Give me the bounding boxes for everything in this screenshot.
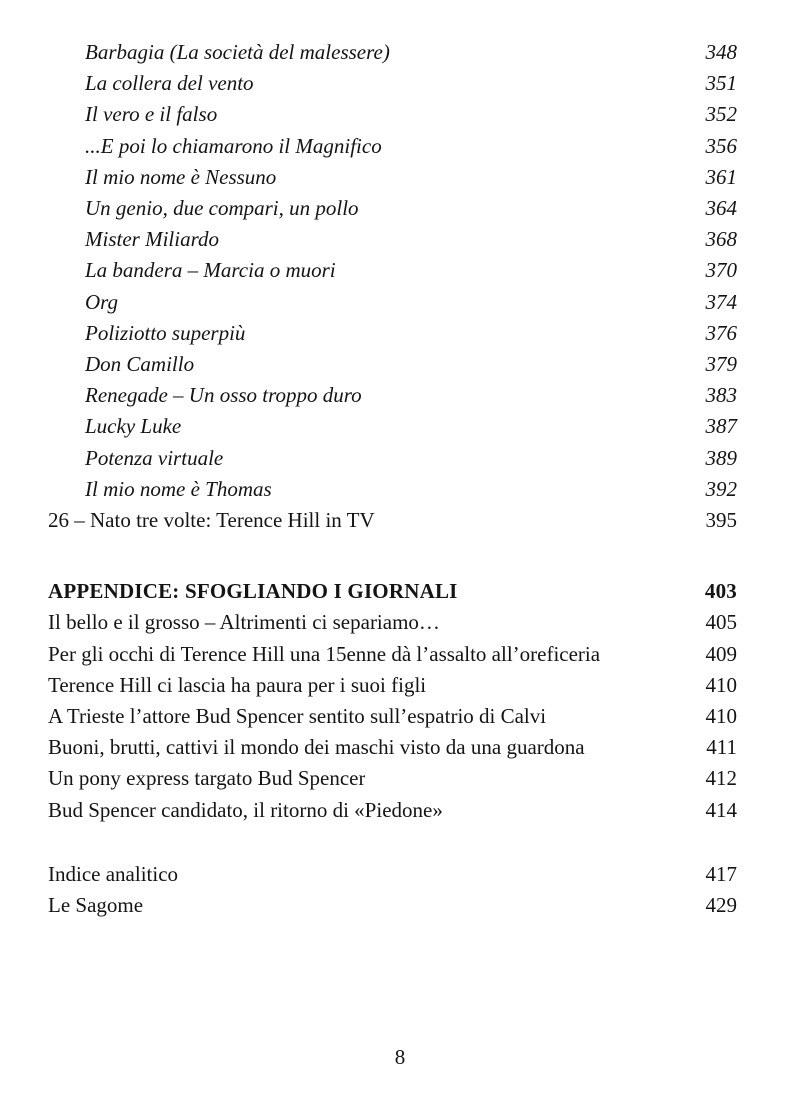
- toc-entry-page-number: 409: [705, 641, 737, 666]
- toc-entry-page-number: 395: [705, 508, 737, 533]
- toc-section-index-list: [48, 859, 737, 921]
- toc-entry-page-number: 361: [705, 164, 737, 189]
- toc-entry-page-number: 412: [705, 766, 737, 791]
- toc-entry-title: ...E poi lo chiamarono il Magnifico: [85, 133, 382, 158]
- toc-entry-page-number: 364: [705, 196, 737, 221]
- toc-entry-title: Per gli occhi di Terence Hill una 15enne dà l’assalto all’oreficeria: [48, 641, 601, 666]
- toc-entry: [48, 287, 737, 318]
- toc-entry-title: Il vero e il falso: [85, 102, 218, 127]
- toc-section-appendix-list: [48, 576, 737, 826]
- toc-entry: [48, 859, 737, 890]
- page-number: 8: [394, 1045, 406, 1069]
- toc-entry-page-number: 356: [705, 133, 737, 158]
- toc-entry-title: Potenza virtuale: [85, 445, 224, 470]
- toc-entry-page-number: 370: [705, 258, 737, 283]
- toc-section-chapter-list: [48, 37, 737, 536]
- toc-entry-page-number: 376: [705, 320, 737, 345]
- toc-entry-page-number: 389: [705, 445, 737, 470]
- toc-entry: [48, 763, 737, 794]
- toc-entry-title: Renegade – Un osso troppo duro: [85, 383, 362, 408]
- toc-entry: [48, 505, 737, 536]
- toc-entry: [48, 607, 737, 638]
- toc-entry-title: Barbagia (La società del malessere): [85, 40, 390, 64]
- toc-entry: [48, 37, 737, 68]
- toc-entry-title: A Trieste l’attore Bud Spencer sentito sull’espatrio di Calvi: [48, 704, 547, 729]
- toc-entry-page-number: 429: [705, 893, 737, 918]
- toc-entry: [48, 349, 737, 380]
- toc-entry-page-number: 403: [704, 579, 737, 604]
- toc-entry: [48, 193, 737, 224]
- toc-entry-title: Un genio, due compari, un pollo: [85, 196, 359, 221]
- toc-entry: [48, 68, 737, 99]
- toc-entry: [48, 890, 737, 921]
- toc-entry: [48, 639, 737, 670]
- toc-entry: [48, 99, 737, 130]
- toc-entry-page-number: 410: [705, 672, 737, 697]
- toc-entry: [48, 443, 737, 474]
- toc-entry-page-number: 414: [705, 797, 737, 822]
- toc-entry-title: Il mio nome è Thomas: [85, 476, 272, 501]
- toc-entry-page-number: 410: [705, 704, 737, 729]
- toc-entry-page-number: 405: [705, 610, 737, 635]
- toc-entry-page-number: 379: [705, 352, 737, 377]
- toc-entry-page-number: 392: [705, 476, 737, 501]
- toc-entry-title: Le Sagome: [48, 893, 144, 918]
- toc-entry-title: La collera del vento: [85, 71, 254, 96]
- toc-entry-title: Un pony express targato Bud Spencer: [48, 766, 366, 791]
- toc-entry-title: Org: [85, 289, 119, 314]
- toc-entry-page-number: 383: [705, 383, 737, 408]
- toc-entry-title: Lucky Luke: [85, 414, 182, 439]
- toc-entry: [48, 795, 737, 826]
- toc-entry-page-number: 387: [705, 414, 737, 439]
- toc-entry-page-number: 352: [705, 102, 737, 127]
- toc-entry-page-number: 351: [705, 71, 737, 96]
- toc-entry-title: 26 – Nato tre volte: Terence Hill in TV: [48, 508, 375, 533]
- toc-entry-title: Terence Hill ci lascia ha paura per i suoi figli: [48, 672, 427, 697]
- toc-entry: [48, 701, 737, 732]
- toc-entry: [48, 131, 737, 162]
- toc-entry-page-number: 411: [706, 735, 737, 760]
- toc-entry-title: Don Camillo: [85, 352, 195, 377]
- toc-entry-page-number: 348: [705, 40, 737, 64]
- toc-entry-page-number: 368: [705, 227, 737, 252]
- toc-entry-title: Bud Spencer candidato, il ritorno di «Piedone»: [48, 797, 443, 822]
- toc-entry: [48, 255, 737, 286]
- toc-entry-title: Indice analitico: [48, 861, 179, 886]
- toc-entry: [48, 318, 737, 349]
- toc-entry-title: Il bello e il grosso – Altrimenti ci separiamo…: [48, 610, 440, 635]
- toc-entry-title: Buoni, brutti, cattivi il mondo dei maschi visto da una guardona: [48, 735, 585, 760]
- toc-entry: [48, 732, 737, 763]
- toc-entry: [48, 670, 737, 701]
- toc-entry: [48, 380, 737, 411]
- toc-entry: [48, 474, 737, 505]
- toc-entry: [48, 576, 737, 607]
- toc-entry: [48, 224, 737, 255]
- table-of-contents: [48, 37, 737, 921]
- toc-entry-title: La bandera – Marcia o muori: [85, 258, 336, 283]
- toc-entry-title: Il mio nome è Nessuno: [85, 164, 277, 189]
- toc-entry-title: Mister Miliardo: [85, 227, 219, 252]
- toc-entry: [48, 411, 737, 442]
- toc-entry-title: Poliziotto superpiù: [85, 320, 246, 345]
- toc-entry-page-number: 417: [705, 861, 737, 886]
- toc-entry: [48, 162, 737, 193]
- toc-entry-title: APPENDICE: SFOGLIANDO I GIORNALI: [48, 579, 458, 604]
- toc-entry-page-number: 374: [705, 289, 737, 314]
